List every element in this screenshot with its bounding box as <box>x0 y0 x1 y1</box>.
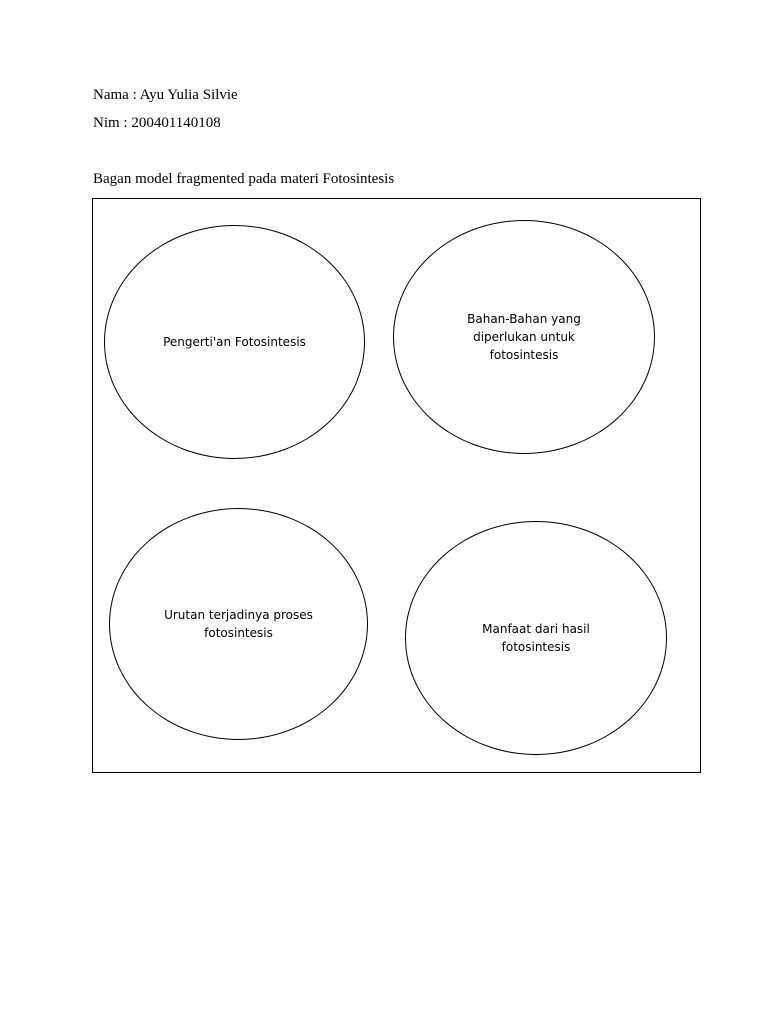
diagram-caption: Bagan model fragmented pada materi Fotosintesis <box>93 171 395 187</box>
ellipse-definition <box>104 225 365 459</box>
ellipse-process-order <box>109 508 368 740</box>
ellipse-materials-label: Bahan-Bahan yang diperlukan untuk fotosintesis <box>467 312 581 362</box>
ellipse-materials <box>393 220 655 454</box>
ellipse-process-order-label: Urutan terjadinya proses fotosintesis <box>164 608 313 640</box>
ellipse-definition-label: Pengerti'an Fotosintesis <box>163 335 306 349</box>
ellipse-benefits <box>405 521 667 755</box>
student-id-line: Nim : 200401140108 <box>93 115 221 131</box>
ellipse-benefits-label: Manfaat dari hasil fotosintesis <box>482 622 590 654</box>
student-name-line: Nama : Ayu Yulia Silvie <box>93 87 238 103</box>
